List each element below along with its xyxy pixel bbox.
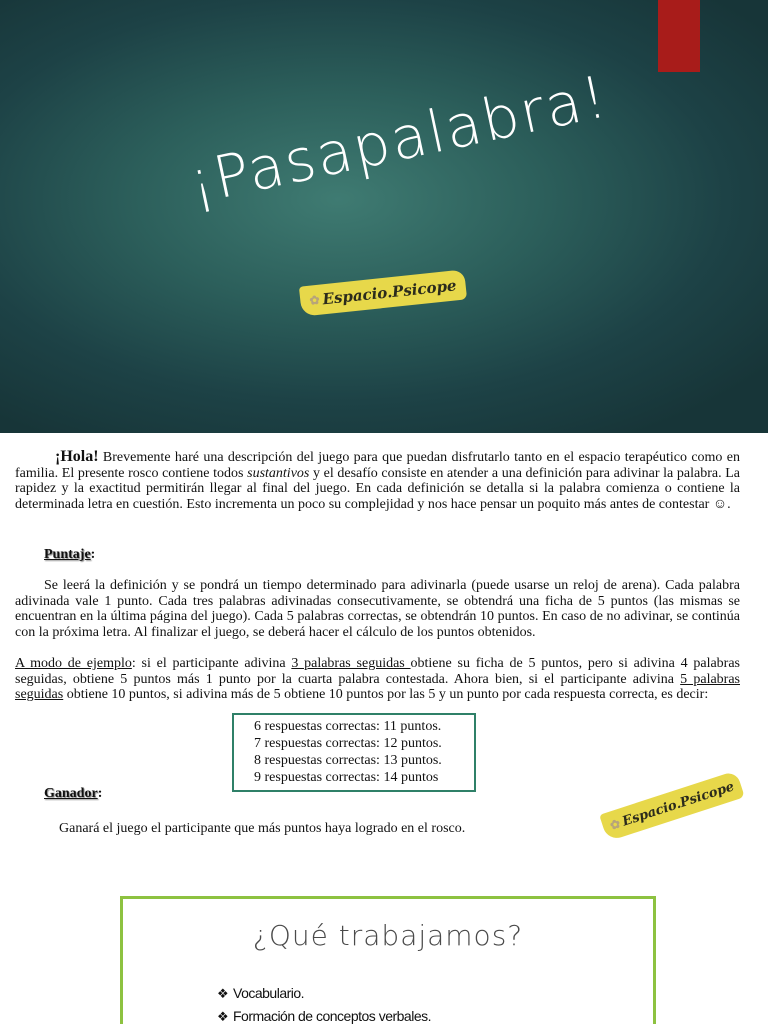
score-table-box <box>232 713 476 792</box>
score-line: 9 respuestas correctas: 14 puntos <box>254 770 439 785</box>
intro-emphasis: sustantivos <box>247 465 310 481</box>
title-slide <box>0 0 768 433</box>
puntaje-paragraph <box>15 578 740 640</box>
puntaje-text: Se leerá la definición y se pondrá un tiempo determinado para adivinarla (puede usarse un reloj de arena). Cada palabra adivinada vale 1 punto. Cada tres palabras adivinadas consecutivamente, se obtendrá una ficha de 5 puntos (las mismas se encuentran en la última página del juego). Cada 5 palabras correctas, se obtendrán 10 puntos. En caso de no adivinar, se continúa con la próxima letra. Al finalizar el juego, se deberá hacer el cálculo de los puntos obtenidos. <box>15 578 740 640</box>
flower-icon: ✿ <box>308 292 321 308</box>
trabajamos-list <box>217 982 431 1024</box>
list-item <box>217 982 431 1005</box>
trabajamos-title: ¿Qué trabajamos? <box>252 919 524 952</box>
brand-label: Espacio.Psicope <box>321 276 458 309</box>
ejemplo-paragraph <box>15 656 740 703</box>
brand-badge-side <box>599 770 745 841</box>
puntaje-heading: Puntaje: <box>44 547 96 562</box>
ejemplo-text-1: : si el participante adivina <box>131 656 292 671</box>
ejemplo-label: A modo de ejemplo <box>15 656 132 671</box>
brand-label: Espacio.Psicope <box>620 778 736 830</box>
flower-icon: ✿ <box>608 816 623 833</box>
ejemplo-text-2: obtiene su ficha de 5 puntos, pero si adivina 4 palabras seguidas, obtiene 5 puntos más 1 punto por la cuarta palabra contestada. Ahora bien, si el participante adivina <box>15 656 741 687</box>
list-item-label: Formación de conceptos verbales. <box>233 1008 431 1024</box>
diamond-bullet-icon: ❖ <box>217 986 229 1001</box>
slide-title: ¡Pasapalabra! <box>182 62 615 218</box>
intro-text-1: Brevemente haré una descripción del juego para que puedan disfrutarlo tanto en el espacio terapéutico como en familia. El presente rosco contiene todos <box>15 450 740 481</box>
intro-paragraph <box>15 449 740 512</box>
red-accent-tab <box>658 0 700 72</box>
list-item-label: Vocabulario. <box>233 985 305 1001</box>
brand-badge <box>299 269 467 316</box>
trabajamos-box <box>120 896 656 1024</box>
score-line: 8 respuestas correctas: 13 puntos. <box>254 753 442 768</box>
ganador-heading: Ganador: <box>44 786 103 801</box>
ejemplo-text-3: obtiene 10 puntos, si adivina más de 5 obtiene 10 puntos por las 5 y un punto por cada respuesta correcta, es decir: <box>63 687 709 702</box>
list-item <box>217 1005 431 1024</box>
score-line: 6 respuestas correctas: 11 puntos. <box>254 719 442 734</box>
greeting: ¡Hola! <box>55 448 99 465</box>
score-line: 7 respuestas correctas: 12 puntos. <box>254 736 442 751</box>
ejemplo-underline-2: 5 palabras seguidas <box>15 671 740 702</box>
ganador-paragraph: Ganará el juego el participante que más puntos haya logrado en el rosco. <box>59 821 466 836</box>
diamond-bullet-icon: ❖ <box>217 1009 229 1024</box>
ejemplo-underline-1: 3 palabras seguidas <box>291 656 411 671</box>
intro-text-2: y el desafío consiste en atender a una definición para adivinar la palabra. La rapidez y la exactitud permitirán llegar al final del juego. En cada definición se detalla si la palabra comienza o contiene la determinada letra en cuestión. Esto incrementa un poco su complejidad y nos hace pensar un poquito más antes de contestar ☺. <box>15 465 740 512</box>
puntaje-heading-text: Puntaje <box>44 547 91 562</box>
ganador-heading-text: Ganador <box>44 786 98 801</box>
